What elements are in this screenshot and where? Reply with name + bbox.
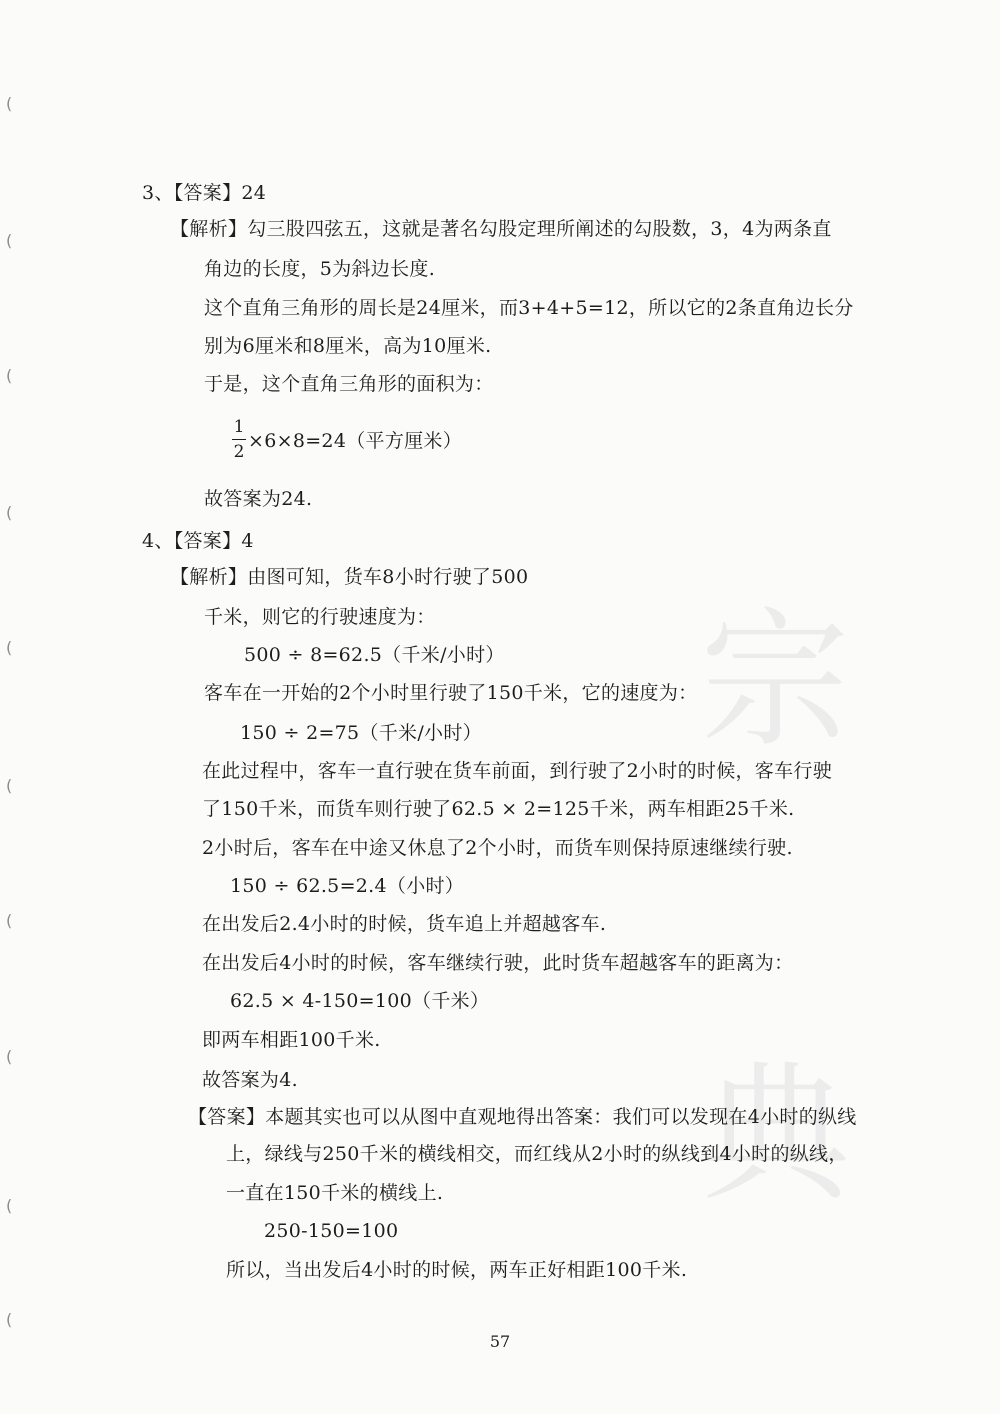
q4-analysis-line: 在出发后2.4小时的时候，货车追上并超越客车. [202, 913, 607, 935]
watermark-char: 宗 [700, 594, 851, 768]
q4-analysis-line: 千米，则它的行驶速度为： [204, 606, 436, 628]
q4-analysis-line: 2小时后，客车在中途又休息了2个小时，而货车则保持原速继续行驶. [202, 837, 793, 859]
fraction-numerator: 1 [233, 417, 245, 437]
q4-analysis-line: 【解析】由图可知，货车8小时行驶了500 [170, 566, 529, 588]
q4-equation: 62.5 × 4-150=100（千米） [230, 990, 490, 1012]
q4-answer: 4、【答案】4 [142, 530, 254, 552]
binder-hole: ( [6, 1047, 13, 1066]
q3-analysis-line: 角边的长度，5为斜边长度. [204, 258, 436, 280]
q4-equation: 250-150=100 [264, 1220, 399, 1242]
q4-equation: 150 ÷ 2=75（千米/小时） [240, 722, 482, 744]
q4-analysis-line: 在此过程中，客车一直行驶在货车前面，到行驶了2小时的时候，客车行驶 [202, 760, 832, 782]
fraction-denominator: 2 [233, 442, 245, 462]
binder-hole: ( [6, 776, 13, 795]
q4-note-line: 上，绿线与250千米的横线相交，而红线从2小时的纵线到4小时的纵线， [226, 1143, 848, 1165]
binder-hole: ( [6, 94, 13, 113]
binder-holes [6, 0, 26, 1414]
binder-hole: ( [6, 1196, 13, 1215]
binder-hole: ( [6, 503, 13, 522]
q4-note-line: 所以，当出发后4小时的时候，两车正好相距100千米. [226, 1259, 688, 1281]
q4-note-line: 【答案】本题其实也可以从图中直观地得出答案：我们可以发现在4小时的纵线 [188, 1106, 857, 1128]
q3-analysis-line: 这个直角三角形的周长是24厘米，而3+4+5=12，所以它的2条直角边长分 [204, 297, 854, 319]
binder-hole: ( [6, 911, 13, 930]
watermark-char: 典 [700, 1048, 851, 1222]
q3-analysis-line: 【解析】勾三股四弦五，这就是著名勾股定理所阐述的勾股数，3，4为两条直 [170, 218, 832, 240]
q4-equation: 500 ÷ 8=62.5（千米/小时） [244, 644, 505, 666]
binder-hole: ( [6, 638, 13, 657]
q4-note-line: 一直在150千米的横线上. [226, 1182, 444, 1204]
binder-hole: ( [6, 231, 13, 250]
q4-analysis-line: 客车在一开始的2个小时里行驶了150千米，它的速度为： [204, 682, 698, 704]
q4-equation: 150 ÷ 62.5=2.4（小时） [230, 875, 465, 897]
q4-conclusion: 故答案为4. [202, 1069, 298, 1091]
q4-analysis-line: 即两车相距100千米. [202, 1029, 381, 1051]
q3-analysis-line: 别为6厘米和8厘米，高为10厘米. [204, 335, 492, 357]
binder-hole: ( [6, 1310, 13, 1329]
page-number: 57 [489, 1332, 511, 1351]
q4-analysis-line: 在出发后4小时的时候，客车继续行驶，此时货车超越客车的距离为： [202, 952, 794, 974]
fraction-bar [232, 439, 246, 440]
fraction-one-half [232, 417, 246, 462]
binder-hole: ( [6, 366, 13, 385]
q4-analysis-line: 了150千米，而货车则行驶了62.5 × 2=125千米，两车相距25千米. [202, 798, 795, 820]
q3-answer: 3、【答案】24 [142, 182, 267, 204]
q3-analysis-line: 于是，这个直角三角形的面积为： [204, 373, 494, 395]
q3-conclusion: 故答案为24. [204, 488, 313, 510]
q3-formula: ×6×8=24（平方厘米） [248, 430, 463, 452]
